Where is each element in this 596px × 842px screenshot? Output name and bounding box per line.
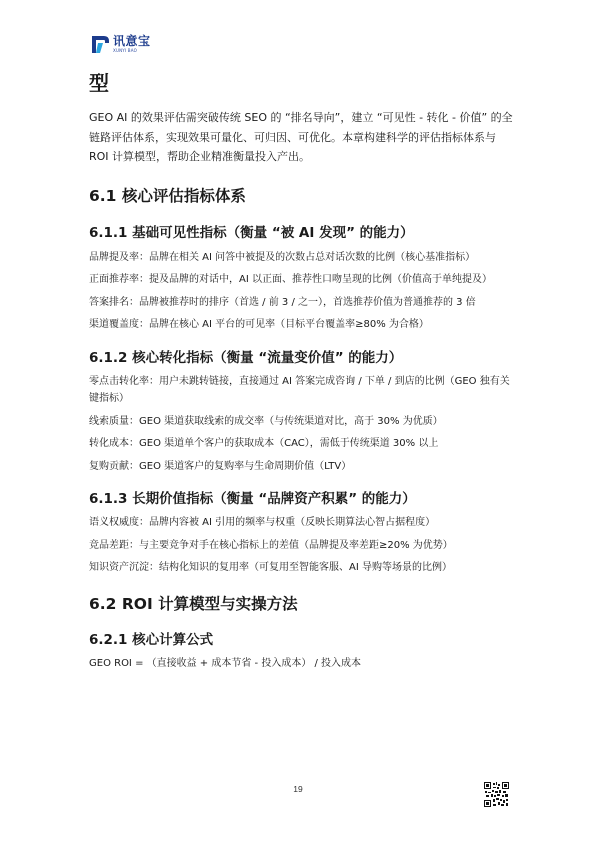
list-item: 复购贡献：GEO 渠道客户的复购率与生命周期价值（LTV） [89,460,352,472]
list-item: 品牌提及率：品牌在相关 AI 问答中被提及的次数占总对话次数的比例（核心基准指标） [89,251,476,263]
list-6-1-2 [89,373,519,476]
brand-logo [90,32,170,56]
roi-formula: GEO ROI = （直接收益 + 成本节省 - 投入成本） / 投入成本 [89,657,362,669]
list-6-1-3 [89,514,519,577]
list-item: 转化成本：GEO 渠道单个客户的获取成本（CAC），需低于传统渠道 30% 以上 [89,438,439,449]
list-item: 知识资产沉淀：结构化知识的复用率（可复用至智能客服、AI 导购等场景的比例） [89,562,452,573]
section-6-1-3-heading: 6.1.3 长期价值指标（衡量 “品牌资产积累” 的能力） [89,491,416,507]
page-number: 19 [293,784,303,794]
section-6-1-2-heading: 6.1.2 核心转化指标（衡量 “流量变价值” 的能力） [89,349,403,366]
section-6-1-1-heading: 6.1.1 基础可见性指标（衡量 “被 AI 发现” 的能力） [89,224,414,241]
list-item: 答案排名：品牌被推荐时的排序（首选 / 前 3 / 之一），首选推荐价值为普通推荐的 3 倍 [89,296,476,308]
list-6-1-1 [89,249,519,334]
list-item: 语义权威度：品牌内容被 AI 引用的频率与权重（反映长期算法心智占据程度） [89,517,436,528]
list-item: 零点击转化率：用户未跳转链接，直接通过 AI 答案完成咨询 / 下单 / 到店的比例（GEO 独有关键指标） [89,375,510,404]
page-content [89,68,519,672]
section-6-1-heading: 6.1 核心评估指标体系 [89,186,246,205]
logo-name: 讯意宝 [113,33,151,48]
list-item: 线索质量：GEO 渠道获取线索的成交率（与传统渠道对比，高于 30% 为优质） [89,415,443,427]
section-6-2-heading: 6.2 ROI 计算模型与实操方法 [89,594,298,613]
qr-code-icon [484,782,509,807]
continued-heading: 型 [89,71,109,95]
list-item: 正面推荐率：提及品牌的对话中，AI 以正面、推荐性口吻呈现的比例（价值高于单纯提及） [89,274,492,285]
list-item: 竞品差距：与主要竞争对手在核心指标上的差值（品牌提及率差距≥20% 为优势） [89,539,453,551]
intro-paragraph: GEO AI 的效果评估需突破传统 SEO 的 “排名导向”，建立 “可见性 - 转化 - 价值” 的全链路评估体系，实现效果可量化、可归因、可优化。本章构建科学的评估指标体系与 ROI 计算模型，帮助企业精准衡量投入产出。 [89,111,513,163]
list-item: 渠道覆盖度：品牌在核心 AI 平台的可见率（目标平台覆盖率≥80% 为合格） [89,319,429,330]
logo-mark-icon [90,33,110,55]
section-6-2-1-heading: 6.2.1 核心计算公式 [89,631,214,648]
logo-subtitle: XUNYI BAO [113,47,137,53]
